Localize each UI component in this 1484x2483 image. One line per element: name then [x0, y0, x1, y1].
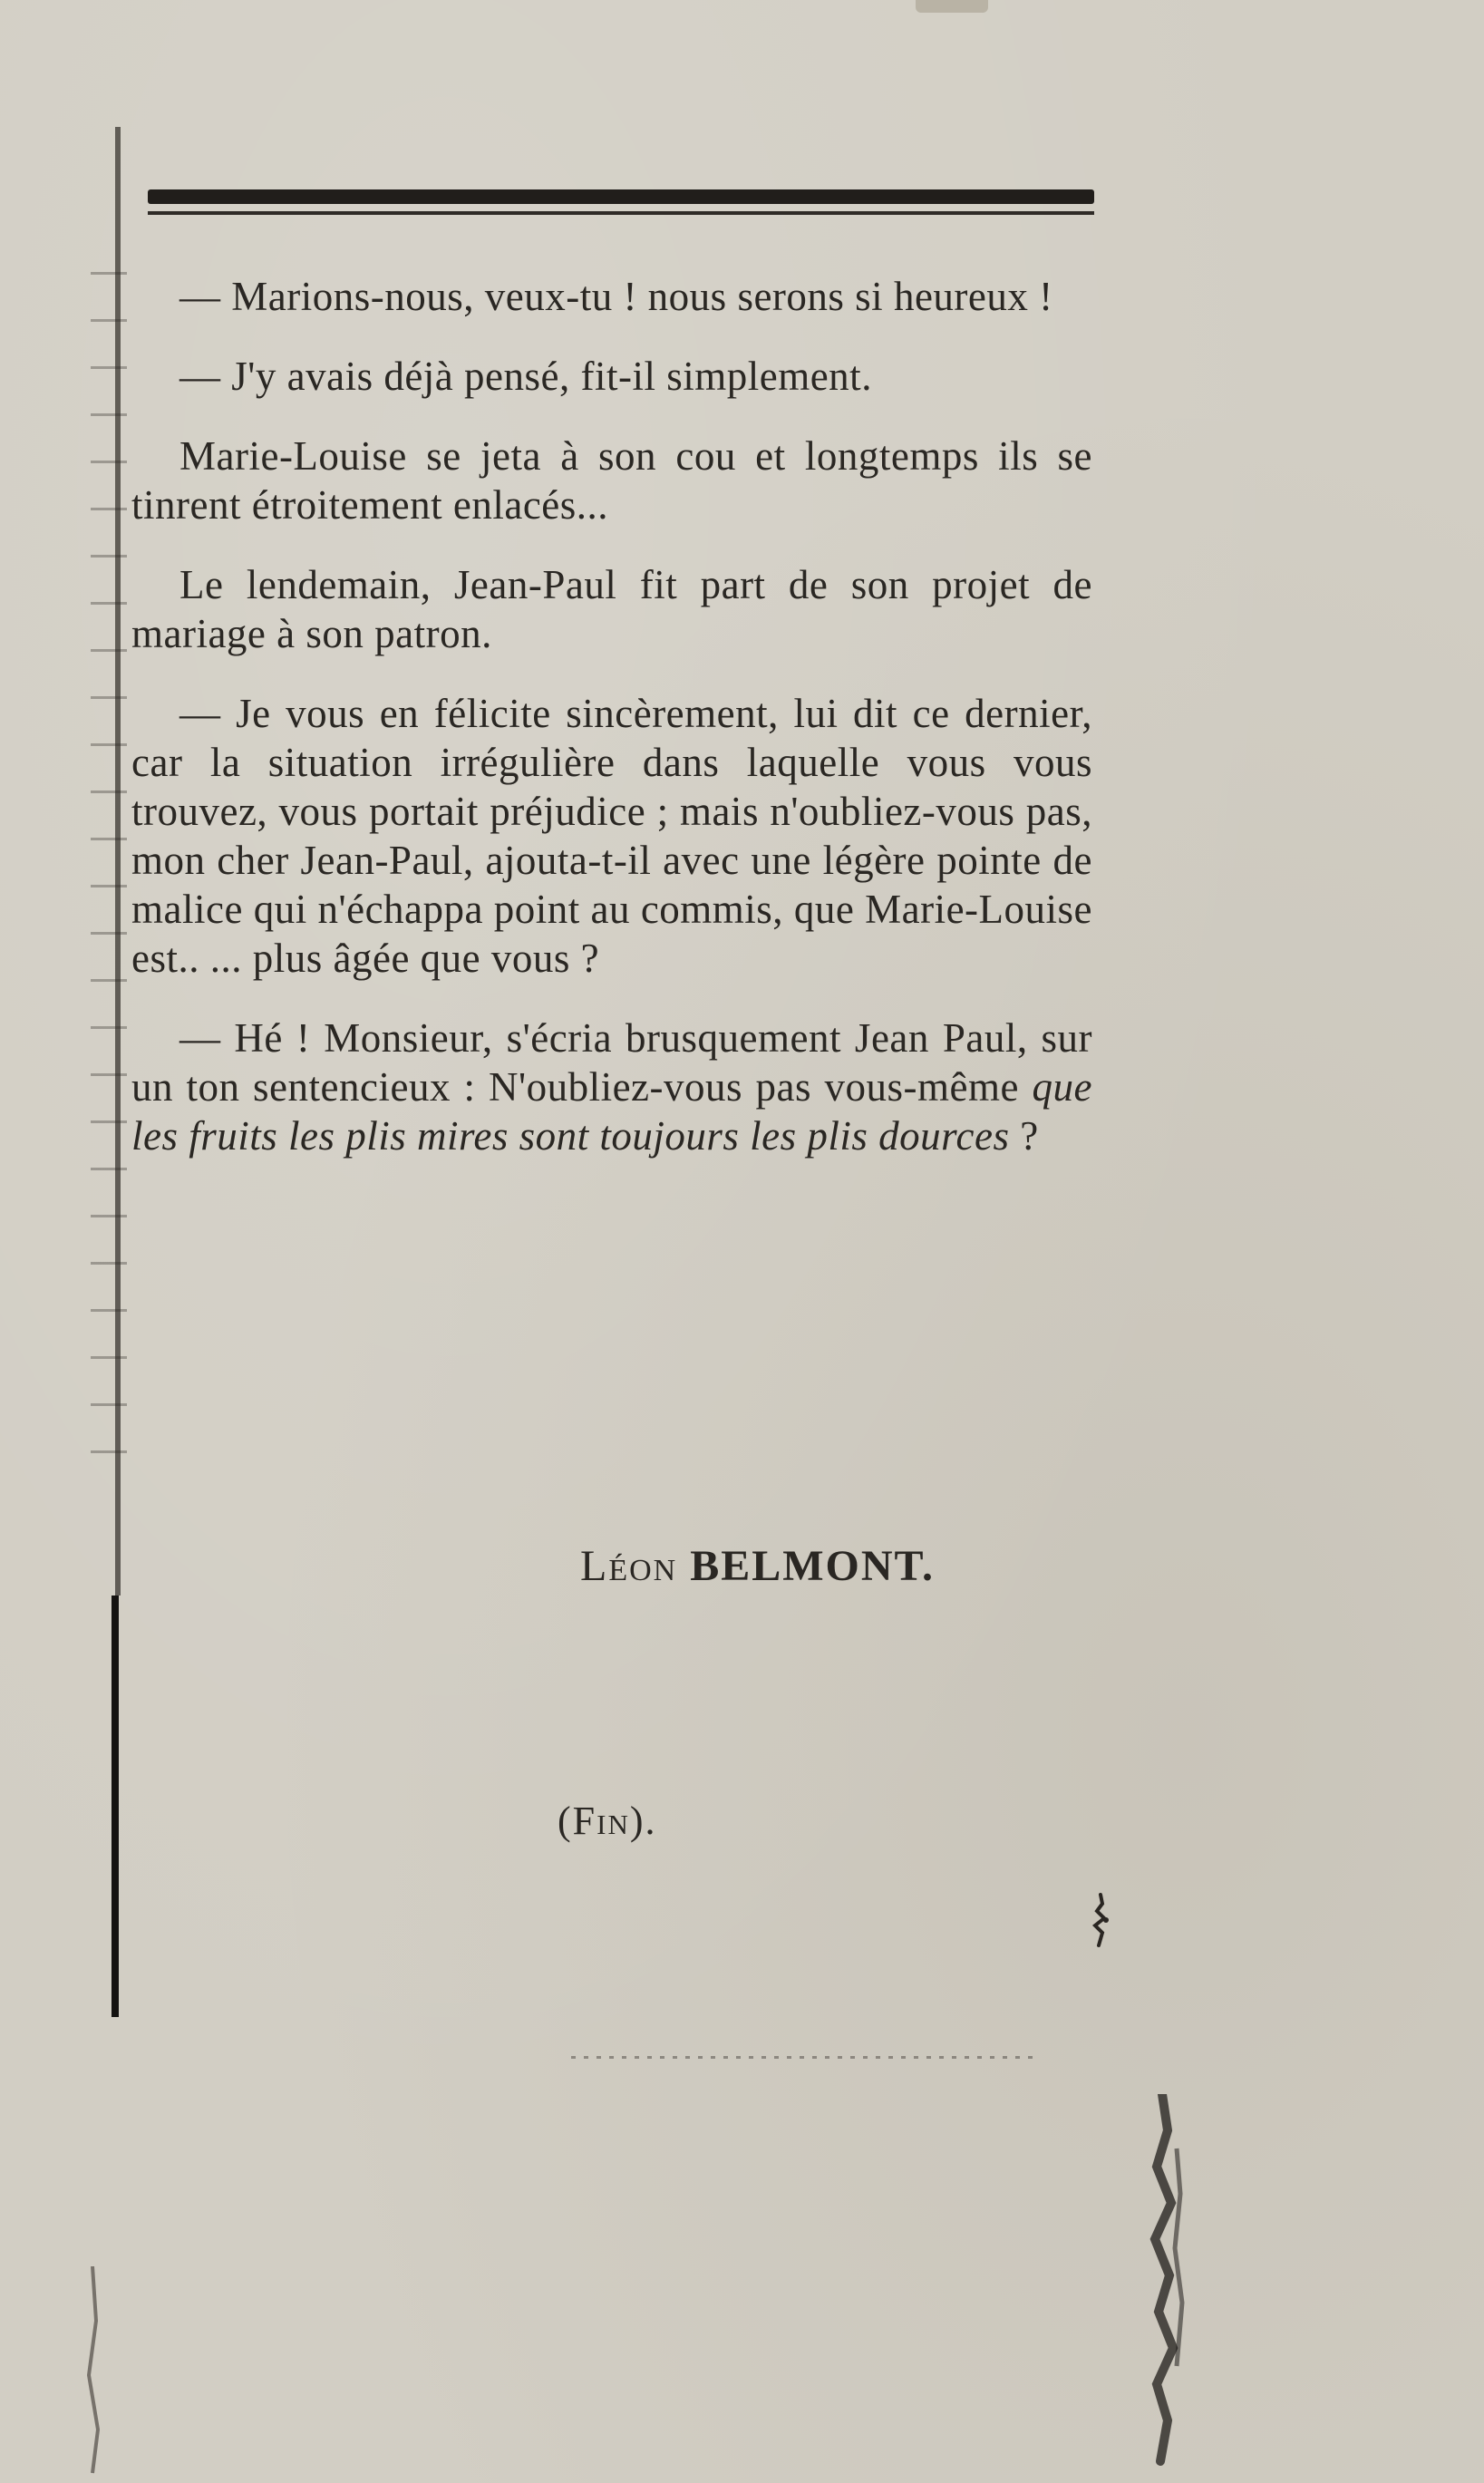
header-rule-thin: [148, 211, 1094, 215]
end-mark-word: Fin: [572, 1799, 630, 1843]
author-first-name: Léon: [580, 1542, 678, 1590]
paragraph-he-monsieur-text: — Hé ! Monsieur, s'écria brusquement Jean Paul, sur un ton sentencieux : N'oubliez-vous pas vous-même: [131, 1015, 1092, 1110]
article-body: [131, 272, 1092, 1191]
header-rule-thick: [148, 189, 1094, 204]
left-edge-ink-mark: [74, 2266, 114, 2475]
paragraph-marions: — Marions-nous, veux-tu ! nous serons si heureux !: [179, 274, 1053, 319]
paragraph-he-monsieur-end: ?: [1009, 1113, 1039, 1159]
paragraph-felicite: — Je vous en félicite sincèrement, lui dit ce dernier, car la situation irrégulière dans laquelle vous vous trouvez, vous portait préjudice ; mais n'oubliez-vous pas, mon cher Jean-Paul, ajouta-t-il avec une légère pointe de malice qui n'échappa point au commis, que Marie-Louise est.. ... plus âgée que vous ?: [131, 691, 1092, 981]
author-signature: [580, 1541, 935, 1591]
author-last-name: BELMONT.: [690, 1542, 936, 1590]
end-mark-close: ).: [629, 1799, 657, 1843]
end-mark: [558, 1798, 657, 1844]
paper-tear-mark: [916, 0, 988, 13]
paragraph-deja-pense: — J'y avais déjà pensé, fit-il simplement.: [179, 354, 872, 399]
dotted-separator: [571, 2056, 1033, 2059]
paragraph-lendemain: Le lendemain, Jean-Paul fit part de son projet de mariage à son patron.: [131, 562, 1092, 656]
paragraph-he-monsieur: [131, 1014, 1092, 1160]
column-border-ticks: [91, 272, 127, 1496]
ornament-icon: [1086, 1893, 1113, 1949]
end-mark-open: (: [558, 1799, 573, 1843]
torn-edge-ink-mark: [1135, 2094, 1198, 2466]
paragraph-he-monsieur-italic: que les fruits les plis mires sont toujours les plis dources: [131, 1064, 1092, 1159]
column-border-line-heavy: [112, 1596, 119, 2017]
paragraph-enlaces: Marie-Louise se jeta à son cou et longtemps ils se tinrent étroitement enlacés...: [131, 433, 1092, 528]
